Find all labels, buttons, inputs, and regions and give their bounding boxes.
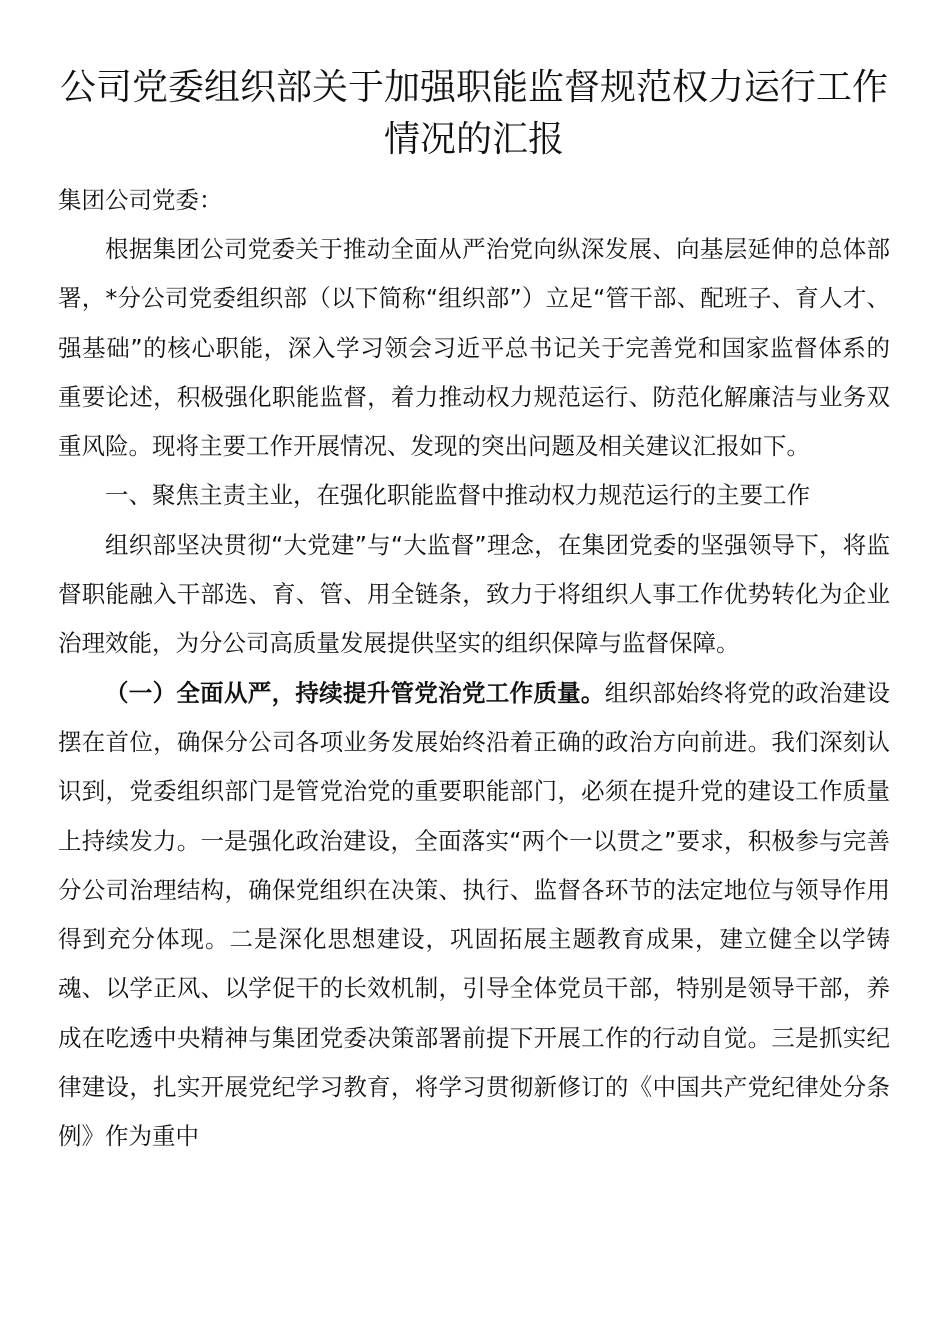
document-title: 公司党委组织部关于加强职能监督规范权力运行工作情况的汇报 bbox=[59, 67, 888, 160]
subsection-1-paragraph bbox=[58, 669, 890, 1162]
section-1-intro-paragraph: 组织部坚决贯彻“大党建”与“大监督”理念，在集团党委的坚强领导下，将监督职能融入干部选、育、管、用全链条，致力于将组织人事工作优势转化为企业治理效能，为分公司高质量发展提供坚实的组织保障与监督保障。 bbox=[58, 530, 890, 658]
intro-paragraph: 根据集团公司党委关于推动全面从严治党向纵深发展、向基层延伸的总体部署，*分公司党委组织部（以下简称“组织部”）立足“管干部、配班子、育人才、强基础”的核心职能，深入学习领会习近平总书记关于完善党和国家监督体系的重要论述，积极强化职能监督，着力推动权力规范运行、防范化解廉洁与业务双重风险。现将主要工作开展情况、发现的突出问题及相关建议汇报如下。 bbox=[58, 235, 890, 461]
salutation: 集团公司党委： bbox=[58, 186, 223, 214]
document-page bbox=[58, 62, 890, 1162]
subsection-1-body: 组织部始终将党的政治建设摆在首位，确保分公司各项业务发展始终沿着正确的政治方向前进。我们深刻认识到，党委组织部门是管党治党的重要职能部门，必须在提升党的建设工作质量上持续发力。一是强化政治建设，全面落实“两个一以贯之”要求，积极参与完善分公司治理结构，确保党组织在决策、执行、监督各环节的法定地位与领导作用得到充分体现。二是深化思想建设，巩固拓展主题教育成果，建立健全以学铸魂、以学正风、以学促干的长效机制，引导全体党员干部，特别是领导干部，养成在吃透中央精神与集团党委决策部署前提下开展工作的行动自觉。三是抓实纪律建设，扎实开展党纪学习教育，将学习贯彻新修订的《中国共产党纪律处分条例》作为重中 bbox=[58, 678, 890, 1151]
section-1-heading: 一、聚焦主责主业，在强化职能监督中推动权力规范运行的主要工作 bbox=[105, 481, 810, 510]
subsection-1-lead: （一）全面从严，持续提升管党治党工作质量。 bbox=[105, 678, 605, 707]
